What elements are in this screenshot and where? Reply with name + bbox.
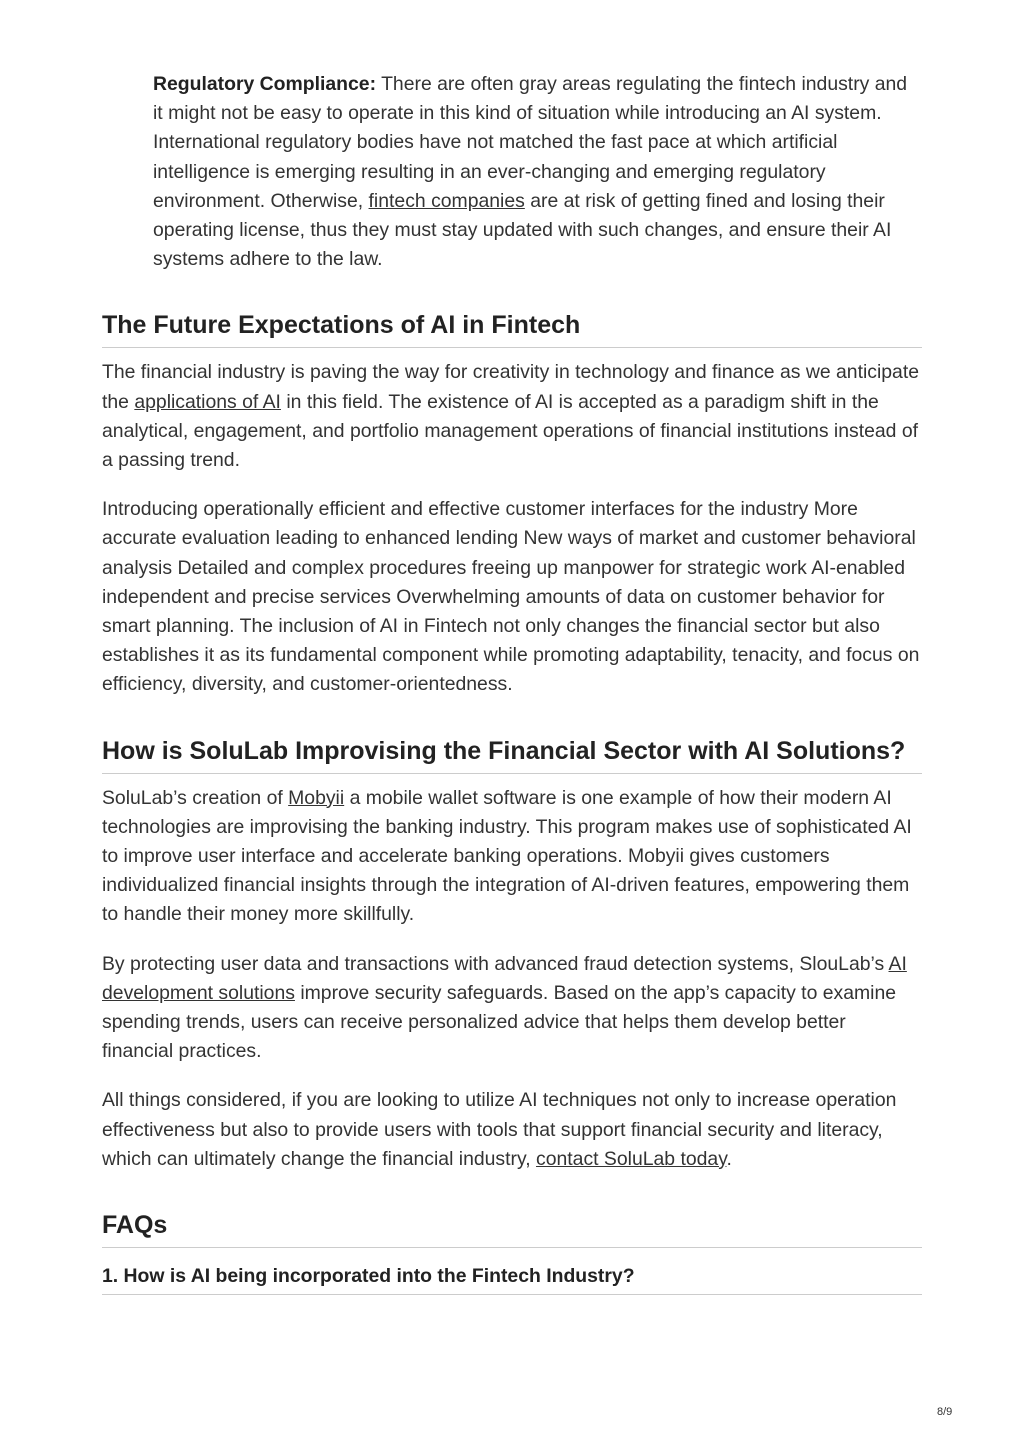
solulab-paragraph-1 — [102, 784, 922, 930]
document-page — [102, 70, 922, 1295]
regulatory-text-2: are at risk of getting fined and losing their operating license, thus they must stay updated with such changes, and ensure their AI systems adhere to the law. — [153, 189, 892, 271]
page-number: 8/9 — [937, 1406, 953, 1418]
solulab-p3-text-1: All things considered, if you are looking to utilize AI techniques not only to increase operation effectiveness but also to provide users with tools that support financial security and literacy, which can ultimately change the financial industry, — [102, 1089, 897, 1170]
mobyii-link[interactable]: Mobyii — [288, 786, 345, 809]
solulab-heading: How is SoluLab Improvising the Financial Sector with AI Solutions? — [102, 736, 922, 774]
solulab-p2-text-2: improve security safeguards. Based on the app’s capacity to examine spending trends, users can receive personalized advice that helps them develop better financial practices. — [102, 981, 897, 1063]
solulab-paragraph-3 — [102, 1086, 922, 1174]
solulab-p2-text-1: By protecting user data and transactions with advanced fraud detection systems, SlouLab’s — [102, 952, 889, 975]
future-p1-text-2: in this field. The existence of AI is accepted as a paradigm shift in the analytical, engagement, and portfolio management operations of financial institutions instead of a passing trend. — [102, 390, 918, 472]
future-p1-text-1: The financial industry is paving the way for creativity in technology and finance as we anticipate the — [102, 361, 920, 413]
ai-development-solutions-link[interactable]: AI development solutions — [102, 952, 907, 1004]
contact-solulab-link[interactable]: contact SoluLab today — [536, 1147, 727, 1170]
solulab-p1-text-1: SoluLab’s creation of — [102, 786, 289, 809]
faqs-heading: FAQs — [102, 1210, 922, 1248]
solulab-paragraph-2 — [102, 950, 922, 1067]
future-expectations-heading: The Future Expectations of AI in Fintech — [102, 310, 922, 348]
applications-of-ai-link[interactable]: applications of AI — [134, 390, 281, 413]
solulab-p3-text-2: . — [726, 1147, 732, 1170]
solulab-p1-text-2: a mobile wallet software is one example of how their modern AI technologies are improvising the banking industry. This program makes use of sophisticated AI to improve user interface and accelerate banking operations. Mobyii gives customers individualized financial insights through the integration of AI-driven features, empowering them to handle their money more skillfully. — [102, 786, 912, 926]
regulatory-compliance-label: Regulatory Compliance: — [153, 73, 377, 95]
future-paragraph-1 — [102, 358, 922, 475]
future-paragraph-2: Introducing operationally efficient and effective customer interfaces for the industry More accurate evaluation leading to enhanced lending New ways of market and customer behavioral analysis Detailed and complex procedures freeing up manpower for strategic work AI-enabled independent and precise services Overwhelming amounts of data on customer behavior for smart planning. The inclusion of AI in Fintech not only changes the financial sector but also establishes it as its fundamental component while promoting adaptability, tenacity, and focus on efficiency, diversity, and customer-orientedness. — [102, 498, 920, 696]
regulatory-text-1: There are often gray areas regulating the fintech industry and it might not be easy to operate in this kind of situation while introducing an AI system. International regulatory bodies have not matched the fast pace at which artificial intelligence is emerging resulting in an ever-changing and emerging regulatory environment. Otherwise, — [153, 73, 908, 212]
fintech-companies-link[interactable]: fintech companies — [368, 189, 525, 212]
faq-question-1[interactable]: 1. How is AI being incorporated into the Fintech Industry? — [102, 1262, 922, 1295]
regulatory-compliance-paragraph — [102, 70, 922, 274]
